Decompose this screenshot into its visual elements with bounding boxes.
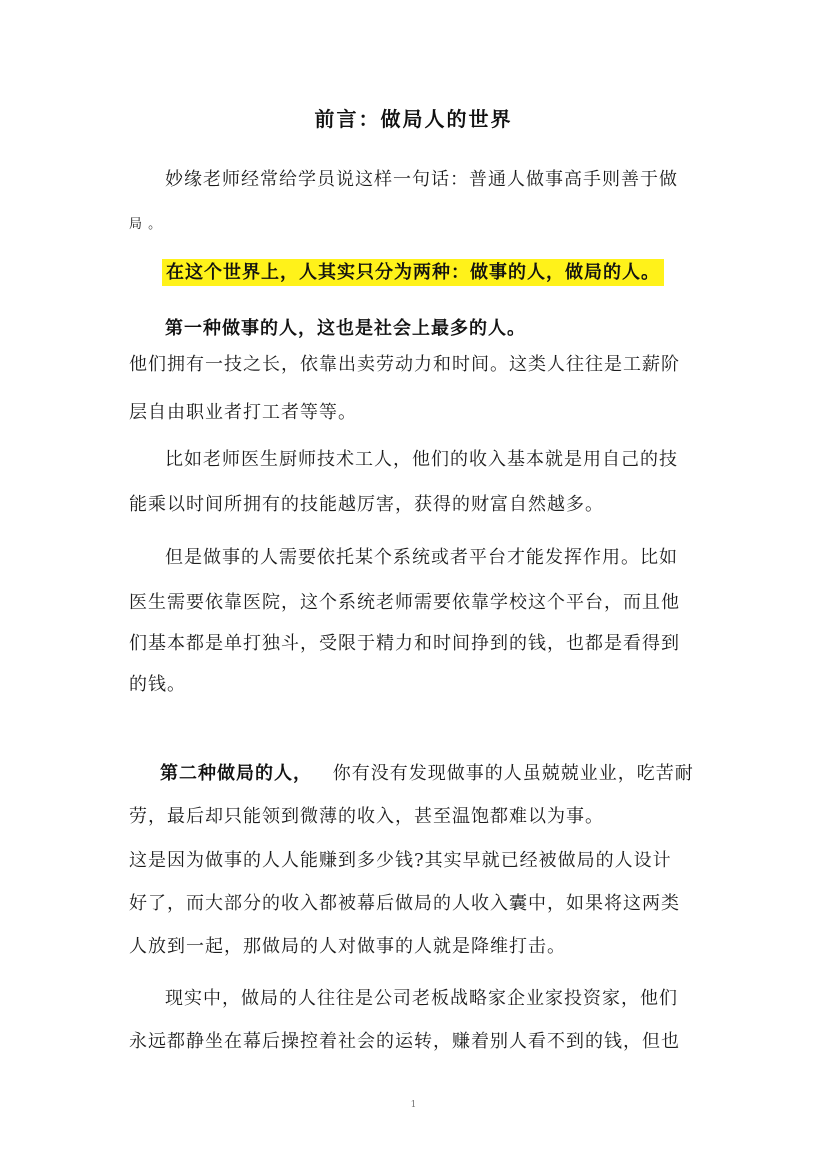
paragraph-text: 你有没有发现做事的人虽兢兢业业，吃苦耐 <box>332 763 694 784</box>
paragraph-line: 劳，最后却只能领到微薄的收入，甚至温饱都难以为事。 <box>129 806 604 827</box>
paragraph-line: 比如老师医生厨师技术工人，他们的收入基本就是用自己的技 <box>165 449 678 470</box>
section-line <box>160 759 720 785</box>
paragraph-line: 的钱。 <box>129 674 186 695</box>
page-title: 前言：做局人的世界 <box>314 107 513 131</box>
paragraph-line: 人放到一起，那做局的人对做事的人就是降维打击。 <box>129 936 566 957</box>
paragraph-line: 好了，而大部分的收入都被幕后做局的人收入囊中，如果将这两类 <box>129 893 680 914</box>
section-heading: 第二种做局的人， <box>160 763 312 784</box>
highlighted-statement <box>162 258 722 284</box>
section-heading: 第一种做事的人，这也是社会上最多的人。 <box>165 318 526 339</box>
paragraph-line: 们基本都是单打独斗，受限于精力和时间挣到的钱，也都是看得到 <box>129 633 680 654</box>
paragraph-line: 医生需要依靠医院，这个系统老师需要依靠学校这个平台，而且他 <box>129 592 680 613</box>
paragraph-line: 现实中，做局的人往往是公司老板战略家企业家投资家，他们 <box>165 988 678 1009</box>
page-number: 1 <box>410 1100 417 1110</box>
paragraph-line: 层自由职业者打工者等等。 <box>129 402 357 423</box>
paragraph-line: 这是因为做事的人人能赚到多少钱?其实早就已经被做局的人设计 <box>129 850 672 871</box>
paragraph-line: 但是做事的人需要依托某个系统或者平台才能发挥作用。比如 <box>165 547 678 568</box>
highlight-text: 在这个世界上，人其实只分为两种：做事的人，做局的人。 <box>162 259 664 286</box>
paragraph-line: 能乘以时间所拥有的技能越厉害，获得的财富自然越多。 <box>129 494 604 515</box>
paragraph-line: 妙缘老师经常给学员说这样一句话：普通人做事高手则善于做 <box>165 169 678 190</box>
paragraph-line: 局 。 <box>129 217 163 232</box>
paragraph-line: 永远都静坐在幕后操控着社会的运转，赚着别人看不到的钱，但也 <box>129 1031 680 1052</box>
paragraph-line: 他们拥有一技之长，依靠出卖劳动力和时间。这类人往往是工薪阶 <box>129 354 680 375</box>
